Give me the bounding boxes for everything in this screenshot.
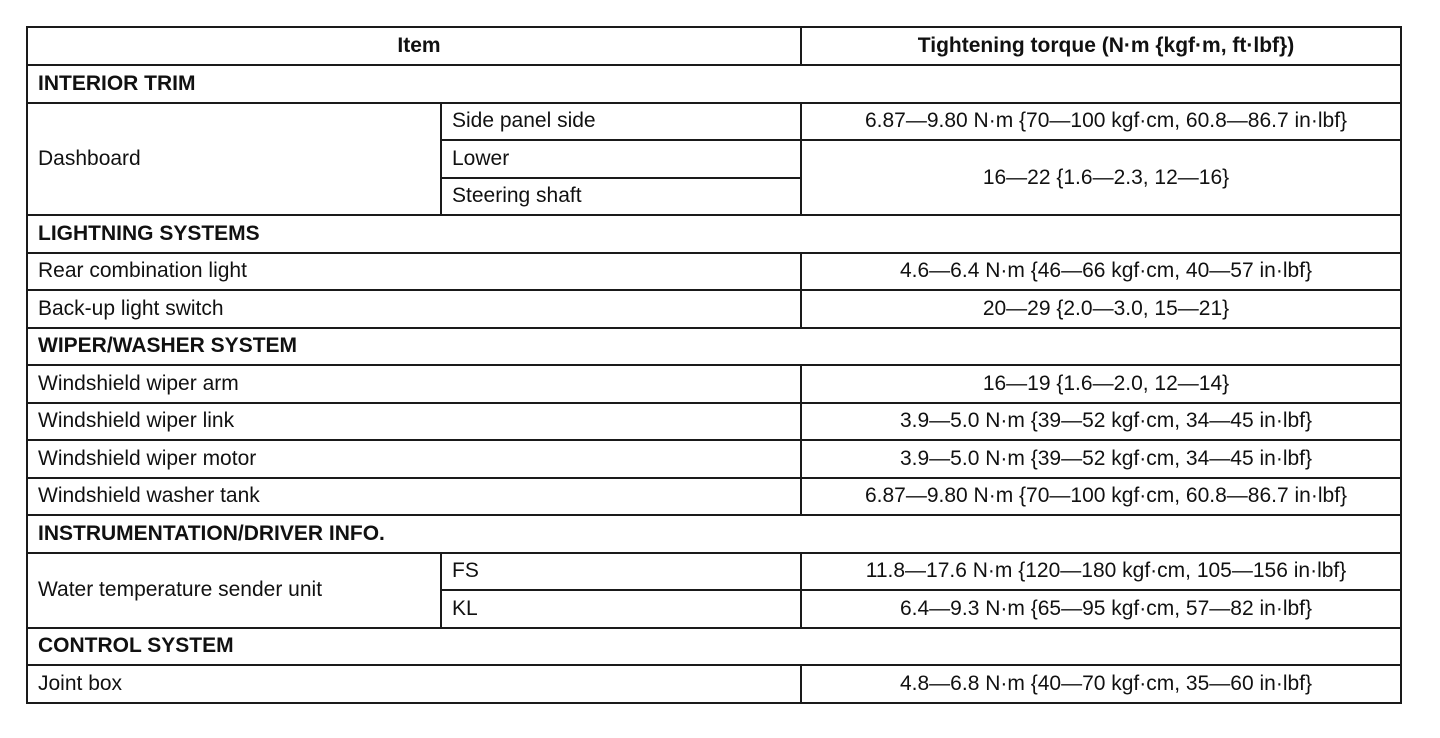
torque-value: 6.4—9.3 N·m {65—95 kgf·cm, 57—82 in·lbf}	[801, 590, 1401, 628]
torque-value: 6.87—9.80 N·m {70—100 kgf·cm, 60.8—86.7 in·lbf}	[801, 103, 1401, 141]
sub-item-kl: KL	[441, 590, 801, 628]
table-row	[27, 253, 1401, 291]
sub-item-lower: Lower	[441, 140, 801, 178]
table-row	[27, 403, 1401, 441]
item-windshield-wiper-motor: Windshield wiper motor	[27, 440, 801, 478]
table-row	[27, 478, 1401, 516]
section-row	[27, 628, 1401, 666]
table-row	[27, 103, 1401, 141]
torque-value: 4.8—6.8 N·m {40—70 kgf·cm, 35—60 in·lbf}	[801, 665, 1401, 703]
section-title-instrumentation: INSTRUMENTATION/DRIVER INFO.	[27, 515, 1401, 553]
torque-value: 6.87—9.80 N·m {70—100 kgf·cm, 60.8—86.7 in·lbf}	[801, 478, 1401, 516]
torque-value: 3.9—5.0 N·m {39—52 kgf·cm, 34—45 in·lbf}	[801, 403, 1401, 441]
torque-value: 16—19 {1.6—2.0, 12—14}	[801, 365, 1401, 403]
section-title-lightning-systems: LIGHTNING SYSTEMS	[27, 215, 1401, 253]
table-row	[27, 365, 1401, 403]
item-rear-combination-light: Rear combination light	[27, 253, 801, 291]
table-header-row	[27, 27, 1401, 65]
torque-spec-table	[26, 26, 1402, 704]
item-windshield-wiper-link: Windshield wiper link	[27, 403, 801, 441]
torque-column-header: Tightening torque (N·m {kgf·m, ft·lbf})	[801, 27, 1401, 65]
item-joint-box: Joint box	[27, 665, 801, 703]
sub-item-fs: FS	[441, 553, 801, 591]
item-dashboard: Dashboard	[27, 103, 441, 216]
item-water-temperature-sender-unit: Water temperature sender unit	[27, 553, 441, 628]
section-row	[27, 215, 1401, 253]
section-title-control-system: CONTROL SYSTEM	[27, 628, 1401, 666]
table-row	[27, 290, 1401, 328]
section-title-interior-trim: INTERIOR TRIM	[27, 65, 1401, 103]
sub-item-side-panel-side: Side panel side	[441, 103, 801, 141]
table-row	[27, 665, 1401, 703]
torque-value: 11.8—17.6 N·m {120—180 kgf·cm, 105—156 in·lbf}	[801, 553, 1401, 591]
item-windshield-washer-tank: Windshield washer tank	[27, 478, 801, 516]
torque-value: 20—29 {2.0—3.0, 15—21}	[801, 290, 1401, 328]
sub-item-steering-shaft: Steering shaft	[441, 178, 801, 216]
section-row	[27, 65, 1401, 103]
item-column-header: Item	[27, 27, 801, 65]
item-back-up-light-switch: Back-up light switch	[27, 290, 801, 328]
torque-value: 3.9—5.0 N·m {39—52 kgf·cm, 34—45 in·lbf}	[801, 440, 1401, 478]
table-row	[27, 440, 1401, 478]
section-row	[27, 515, 1401, 553]
torque-value: 4.6—6.4 N·m {46—66 kgf·cm, 40—57 in·lbf}	[801, 253, 1401, 291]
table-row	[27, 553, 1401, 591]
section-row	[27, 328, 1401, 366]
section-title-wiper-washer-system: WIPER/WASHER SYSTEM	[27, 328, 1401, 366]
item-windshield-wiper-arm: Windshield wiper arm	[27, 365, 801, 403]
torque-value: 16—22 {1.6—2.3, 12—16}	[801, 140, 1401, 215]
